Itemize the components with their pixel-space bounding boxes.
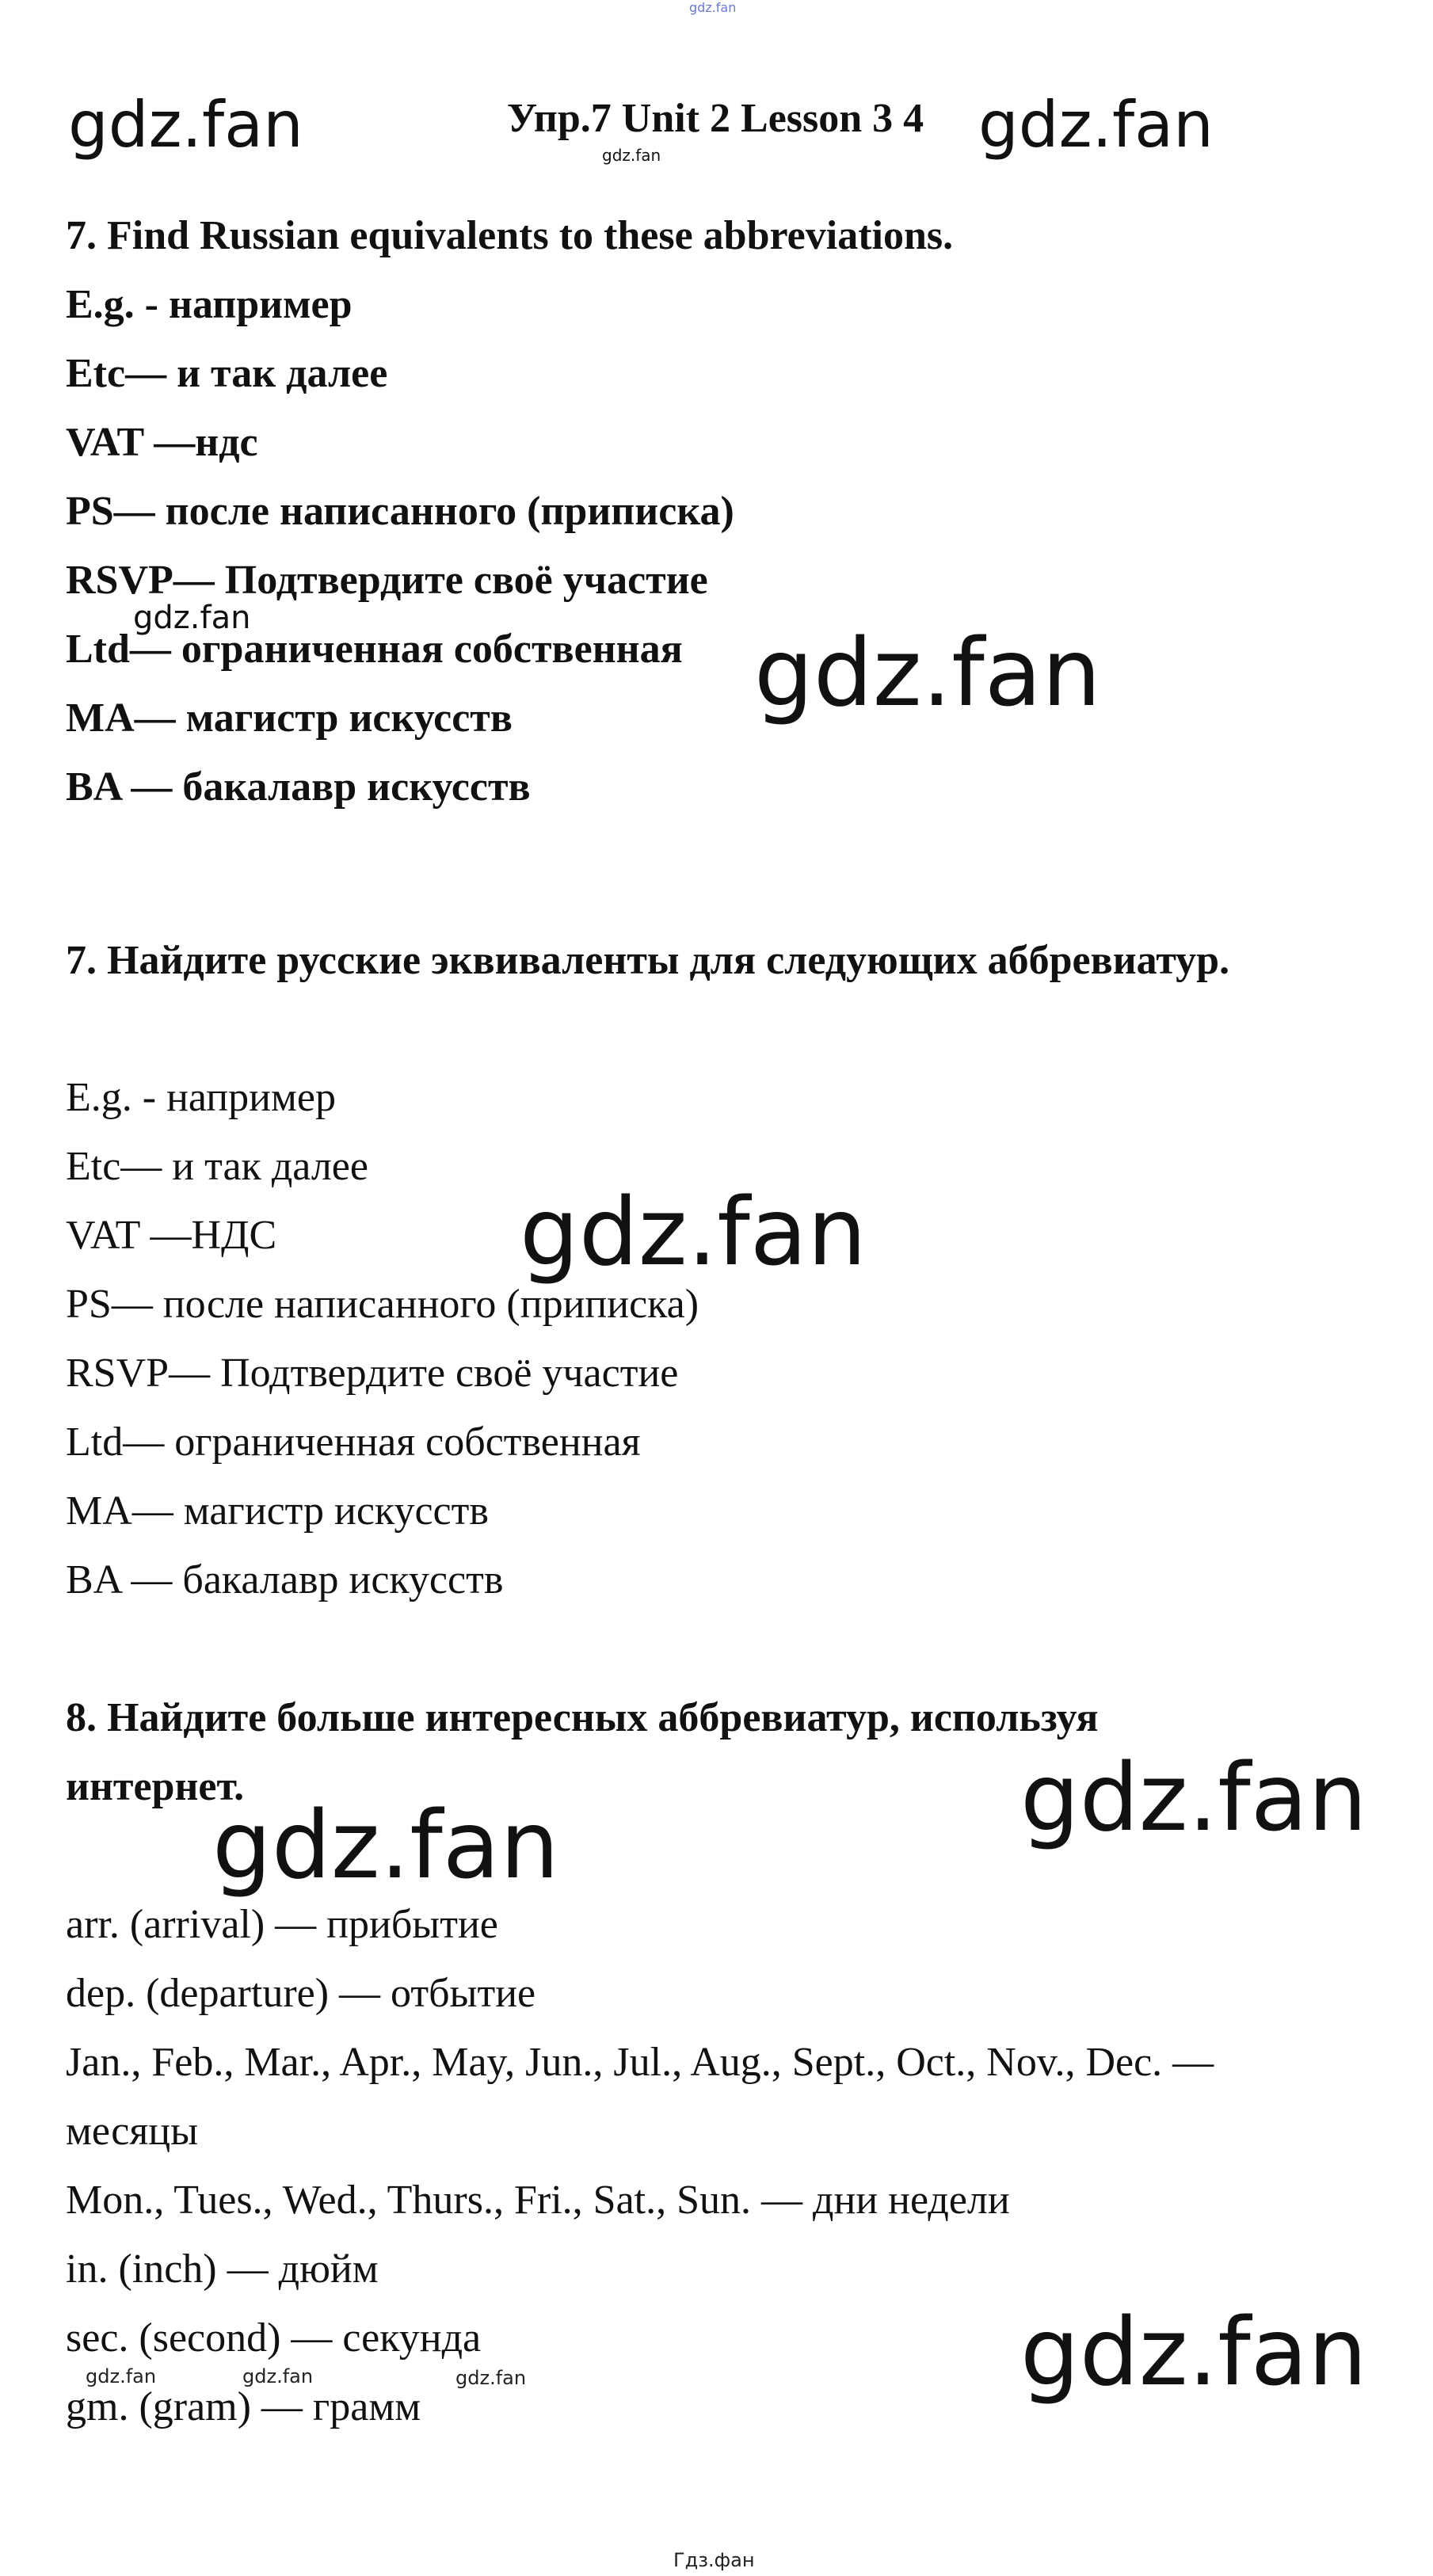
section-en-item: Etc— и так далее — [66, 351, 388, 396]
section-en-item: RSVP— Подтвердите своё участие — [66, 558, 708, 603]
section-ru-item: BA — бакалавр искусств — [66, 1557, 504, 1602]
section-ru-item: RSVP— Подтвердите своё участие — [66, 1351, 679, 1396]
watermark-bottom-small-2: gdz.fan — [242, 2365, 314, 2387]
section-8-item: arr. (arrival) — прибытие — [66, 1902, 498, 1947]
page-footer: Гдз.фан — [673, 2549, 755, 2571]
watermark-header-right: gdz.fan — [978, 88, 1214, 162]
watermark-bottom-small-3: gdz.fan — [455, 2367, 527, 2389]
section-en-item: E.g. - например — [66, 282, 353, 327]
watermark-mid-large: gdz.fan — [754, 618, 1101, 727]
section-8-heading-cont: интернет. — [66, 1764, 245, 1809]
section-8-item: месяцы — [66, 2109, 199, 2154]
section-ru-item: Etc— и так далее — [66, 1144, 368, 1189]
watermark-bottom-small-1: gdz.fan — [86, 2365, 157, 2387]
section-ru-item: MA— магистр искусств — [66, 1488, 489, 1534]
watermark-bottom-right-large: gdz.fan — [1020, 2297, 1367, 2406]
section-ru-heading: 7. Найдите русские эквиваленты для следующих аббревиатур. — [66, 938, 1230, 983]
section-8-item: gm. (gram) — грамм — [66, 2384, 421, 2429]
section-en-heading: 7. Find Russian equivalents to these abbreviations. — [66, 213, 954, 258]
watermark-lower-right-large: gdz.fan — [1020, 1743, 1367, 1852]
section-8-item: Jan., Feb., Mar., Apr., May, Jun., Jul., Aug., Sept., Oct., Nov., Dec. — — [66, 2040, 1214, 2085]
section-en-item: PS— после написанного (приписка) — [66, 489, 734, 534]
section-ru-item: PS— после написанного (приписка) — [66, 1282, 699, 1327]
section-8-heading: 8. Найдите больше интересных аббревиатур, используя — [66, 1695, 1099, 1740]
section-ru-item: VAT —НДС — [66, 1213, 277, 1258]
section-8-item: dep. (departure) — отбытие — [66, 1971, 536, 2016]
section-ru-item: Ltd— ограниченная собственная — [66, 1419, 641, 1465]
section-en-item: Ltd— ограниченная собственная — [66, 627, 683, 672]
section-en-item: VAT —ндс — [66, 420, 258, 465]
section-8-item: sec. (second) — секунда — [66, 2315, 482, 2361]
section-8-item: Mon., Tues., Wed., Thurs., Fri., Sat., Sun. — дни недели — [66, 2178, 1010, 2223]
watermark-center-large: gdz.fan — [520, 1177, 867, 1286]
watermark-header-left: gdz.fan — [68, 88, 303, 162]
section-en-item: MA— магистр искусств — [66, 695, 513, 741]
watermark-under-title: gdz.fan — [602, 146, 661, 165]
section-8-item: in. (inch) — дюйм — [66, 2246, 379, 2292]
watermark-top-small: gdz.fan — [689, 0, 737, 15]
watermark-lower-left-large: gdz.fan — [212, 1790, 559, 1900]
section-en-item: BA — бакалавр искусств — [66, 764, 531, 810]
watermark-mid-small: gdz.fan — [133, 600, 251, 636]
page-title: Упр.7 Unit 2 Lesson 3 4 — [507, 96, 924, 141]
section-ru-item: E.g. - например — [66, 1075, 336, 1120]
